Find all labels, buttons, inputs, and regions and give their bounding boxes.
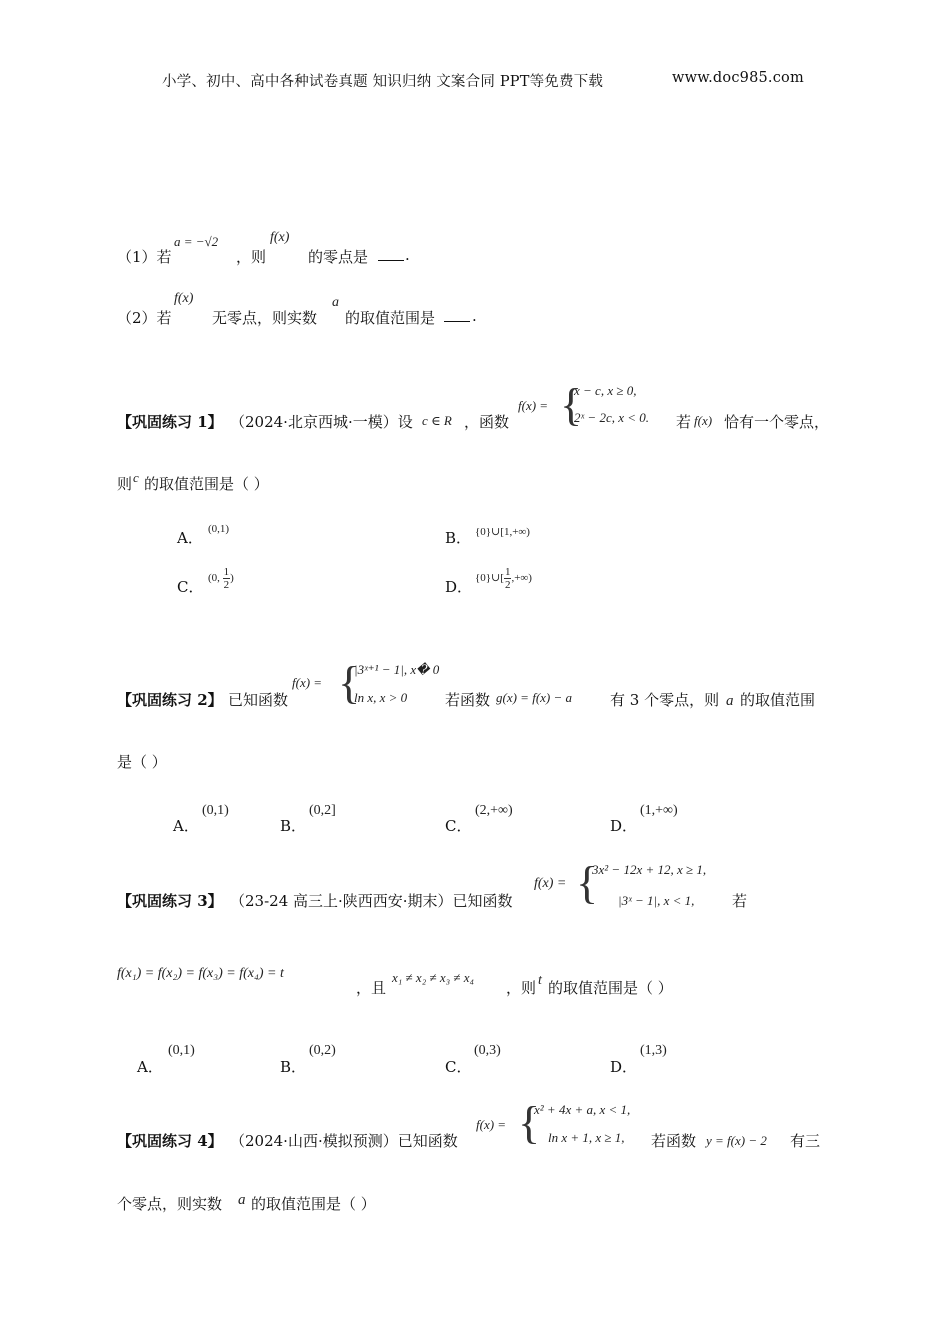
ex2-option-a-value: (0,1) bbox=[202, 803, 229, 818]
ex1-option-b-label[interactable]: B． bbox=[445, 529, 472, 547]
ex4-case1: x² + 4x + a, x < 1, bbox=[534, 1102, 631, 1117]
ex2-option-d-value: (1,+∞) bbox=[640, 803, 678, 818]
ex1-line2a: 则 bbox=[117, 475, 133, 493]
ex3-text4: ，则 bbox=[506, 979, 537, 997]
ex3-var: t bbox=[538, 973, 542, 988]
ex2-option-a-label[interactable]: A． bbox=[173, 817, 199, 835]
header-site: www.doc985.com bbox=[672, 70, 804, 86]
ex3-brace: { bbox=[576, 857, 599, 908]
q2-func: f(x) bbox=[174, 291, 194, 306]
ex1-option-a-value: (0,1) bbox=[208, 523, 230, 535]
ex1-case2: 2ˣ − 2c, x < 0. bbox=[574, 410, 650, 425]
q2-answer-blank bbox=[444, 307, 470, 326]
ex2-text2: 若函数 bbox=[445, 691, 491, 709]
q2-prefix: （2）若 bbox=[117, 309, 172, 327]
ex2-case1: |3ˣ⁺¹ − 1|, x� 0 bbox=[354, 662, 440, 677]
ex1-line2b: 的取值范围是（ ） bbox=[144, 475, 269, 493]
ex1-text3: 恰有一个零点， bbox=[724, 413, 830, 431]
ex3-text3: ，且 bbox=[356, 979, 387, 997]
ex3-source: （23-24 高三上·陕西西安·期末）已知函数 bbox=[230, 892, 513, 910]
header-text: 小学、初中、高中各种试卷真题 知识归纳 文案合同 PPT等免费下载 bbox=[162, 74, 604, 90]
ex1-source: （2024·北京西城·一模）设 bbox=[230, 413, 413, 431]
ex1-option-b-value: {0}∪[1,+∞) bbox=[475, 526, 530, 538]
ex1-option-d-value: {0}∪[ $\frac{1}{2}$ ,+∞) bbox=[475, 566, 532, 591]
ex2-case2: ln x, x > 0 bbox=[354, 690, 408, 705]
ex2-tag: 【巩固练习 2】 bbox=[117, 691, 223, 709]
ex4-source: （2024·山西·模拟预测）已知函数 bbox=[230, 1132, 458, 1150]
ex4-tag: 【巩固练习 4】 bbox=[117, 1132, 223, 1150]
ex3-case2: |3ˣ − 1|, x < 1, bbox=[618, 893, 695, 908]
ex2-option-d-label[interactable]: D． bbox=[610, 817, 638, 835]
ex1-line2var: c bbox=[133, 470, 139, 485]
ex1-fx: f(x) = bbox=[518, 398, 549, 413]
ex3-case1: 3x² − 12x + 12, x ≥ 1, bbox=[592, 862, 707, 877]
ex3-option-d-value: (1,3) bbox=[640, 1043, 667, 1058]
ex3-option-d-label[interactable]: D． bbox=[610, 1058, 638, 1076]
q1-answer-blank bbox=[378, 246, 404, 265]
ex3-option-a-label[interactable]: A． bbox=[137, 1058, 163, 1076]
ex4-text2: 若函数 bbox=[651, 1132, 697, 1150]
ex2-text3: 有 3 个零点，则 bbox=[610, 691, 720, 709]
q1-mid: ，则 bbox=[236, 248, 267, 266]
ex4-line2var: a bbox=[238, 1192, 246, 1208]
q2-end: . bbox=[472, 307, 477, 325]
ex2-text4: 的取值范围 bbox=[740, 691, 816, 709]
ex1-option-a-label[interactable]: A． bbox=[177, 529, 203, 547]
ex3-option-c-value: (0,3) bbox=[474, 1043, 501, 1058]
ex2-line2: 是（ ） bbox=[117, 753, 167, 771]
ex3-option-b-label[interactable]: B． bbox=[280, 1058, 307, 1076]
ex2-option-b-label[interactable]: B． bbox=[280, 817, 307, 835]
ex3-option-b-value: (0,2) bbox=[309, 1043, 336, 1058]
q2-var: a bbox=[332, 295, 339, 310]
ex3-inequality: x₁ ≠ x₂ ≠ x₃ ≠ x₄ bbox=[392, 970, 475, 985]
q2-suffix: 的取值范围是 bbox=[345, 309, 436, 327]
q1-condition: a = −√2 bbox=[174, 234, 219, 249]
ex3-fx: f(x) = bbox=[534, 876, 567, 891]
q1-suffix: 的零点是 bbox=[308, 248, 369, 266]
ex3-option-c-label[interactable]: C． bbox=[445, 1058, 472, 1076]
ex1-fx2: f(x) bbox=[694, 413, 713, 428]
ex2-text1: 已知函数 bbox=[228, 691, 289, 709]
ex1-option-d-label[interactable]: D． bbox=[445, 578, 473, 596]
ex4-yx: y = f(x) − 2 bbox=[706, 1133, 767, 1148]
ex2-option-c-label[interactable]: C． bbox=[445, 817, 472, 835]
ex1-condition: c ∈ R bbox=[422, 413, 452, 428]
ex3-text2: 若 bbox=[732, 892, 748, 910]
ex1-text2: 若 bbox=[676, 413, 692, 431]
ex1-brace: { bbox=[560, 379, 583, 430]
ex1-tag: 【巩固练习 1】 bbox=[117, 413, 223, 431]
ex4-fx: f(x) = bbox=[476, 1117, 507, 1132]
ex2-fx: f(x) = bbox=[292, 675, 323, 690]
ex4-line2b: 的取值范围是（ ） bbox=[251, 1195, 376, 1213]
ex3-tag: 【巩固练习 3】 bbox=[117, 892, 223, 910]
ex4-case2: ln x + 1, x ≥ 1, bbox=[548, 1130, 625, 1145]
ex4-text3: 有三 bbox=[790, 1132, 821, 1150]
ex4-brace: { bbox=[518, 1097, 541, 1148]
ex2-gx: g(x) = f(x) − a bbox=[496, 690, 573, 705]
q1-end: . bbox=[405, 246, 410, 264]
ex2-var: a bbox=[726, 693, 734, 709]
ex1-option-c-label[interactable]: C． bbox=[177, 578, 204, 596]
q1-prefix: （1）若 bbox=[117, 248, 172, 266]
ex2-option-c-value: (2,+∞) bbox=[475, 803, 513, 818]
q1-func: f(x) bbox=[270, 230, 290, 245]
ex3-equation: f(x₁) = f(x₂) = f(x₃) = f(x₄) = t bbox=[117, 966, 284, 981]
ex3-text5: 的取值范围是（ ） bbox=[548, 979, 673, 997]
ex1-option-c-value: (0, $\frac{1}{2}$ ) bbox=[208, 566, 234, 591]
ex2-brace: { bbox=[338, 657, 361, 708]
ex1-case1: x − c, x ≥ 0, bbox=[574, 383, 637, 398]
ex1-text1: ，函数 bbox=[464, 413, 510, 431]
q2-mid: 无零点，则实数 bbox=[212, 309, 318, 327]
ex3-option-a-value: (0,1) bbox=[168, 1043, 195, 1058]
ex2-option-b-value: (0,2] bbox=[309, 803, 336, 818]
ex4-line2a: 个零点，则实数 bbox=[117, 1195, 223, 1213]
